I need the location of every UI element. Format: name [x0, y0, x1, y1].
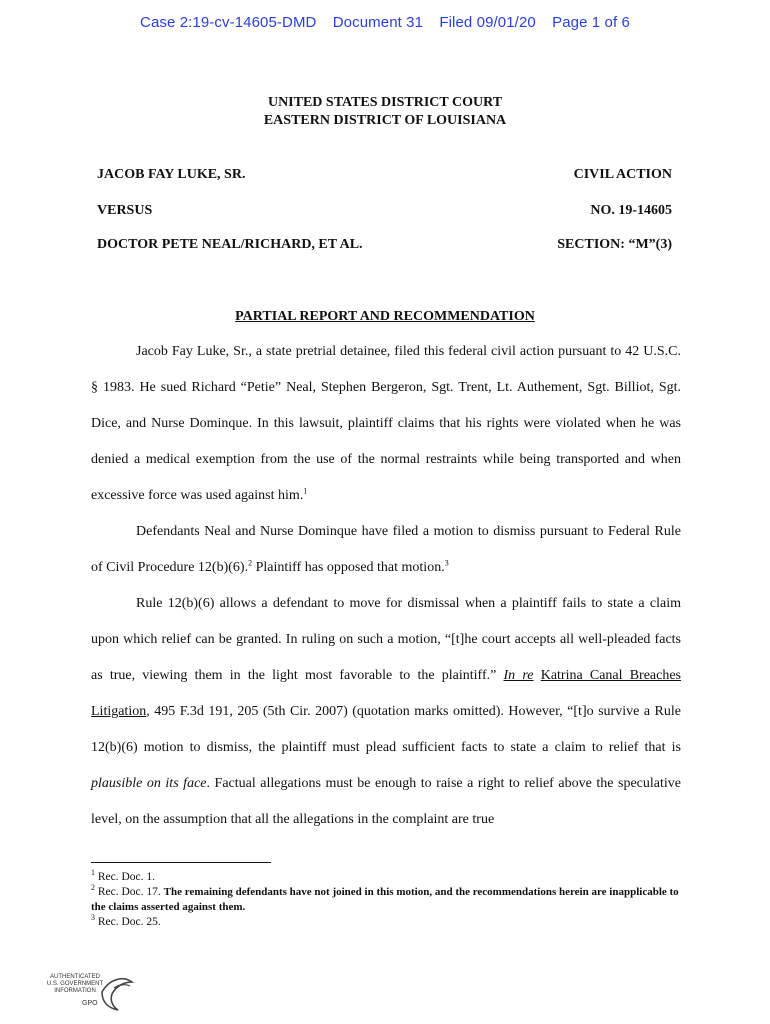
defendant-name: DOCTOR PETE NEAL/RICHARD, ET AL.: [97, 237, 363, 252]
versus-label: VERSUS: [97, 203, 153, 218]
eagle-icon: [96, 972, 136, 1012]
footnote-1: $^1$ Rec. Doc. 1.: [91, 868, 156, 883]
ecf-header-stamp: [0, 14, 770, 31]
footnote-ref-2: 2: [248, 558, 253, 568]
action-type: CIVIL ACTION: [573, 167, 672, 182]
case-cite-name: Katrina Canal Breaches Litigation: [91, 668, 682, 719]
docket-number: NO. 19-14605: [590, 203, 672, 218]
caption-row-1: [97, 167, 672, 183]
document-number: Document 31: [332, 14, 424, 31]
gpo-authentication-seal: [44, 972, 134, 1012]
footnote-divider: [91, 862, 271, 863]
page-indicator: Page 1 of 6: [552, 14, 630, 31]
footnotes: [91, 870, 681, 930]
court-heading: [0, 94, 770, 130]
gpo-seal-text: AUTHENTICATED U.S. GOVERNMENT INFORMATION: [46, 974, 104, 994]
caption-row-2: [97, 203, 672, 219]
gpo-mark: GPO: [82, 1000, 98, 1007]
footnote-2: $^2$ Rec. Doc. 17. The remaining defendants have not joined in this motion, and the recommendations herein are inapplicable to the claims asserted against them.: [91, 883, 679, 913]
footnote-ref-1: 1: [303, 486, 308, 496]
caption-row-3: [97, 237, 672, 253]
paragraph-2: Defendants Neal and Nurse Dominque have filed a motion to dismiss pursuant to Federal Rule of Civil Procedure 12(b)(6).$^2$ Plaintiff has opposed that motion.$^3$: [91, 524, 681, 575]
filed-date: Filed 09/01/20: [439, 14, 536, 31]
case-number: Case 2:19-cv-14605-DMD: [140, 14, 317, 31]
section-label: SECTION: “M”(3): [557, 237, 672, 252]
court-name: UNITED STATES DISTRICT COURT: [267, 95, 503, 110]
footnote-3: $^3$ Rec. Doc. 25.: [91, 913, 161, 928]
paragraph-3: Rule 12(b)(6) allows a defendant to move for dismissal when a plaintiff fails to state a claim upon which relief can be granted. In ruling on such a motion, “[t]he court accepts all well-pleaded facts as true, viewing them in the light most favorable to the plaintiff.” In re Katrina Canal Breaches Litigation, 495 F.3d 191, 205 (5th Cir. 2007) (quotation marks omitted). However, “[t]o survive a Rule 12(b)(6) motion to dismiss, the plaintiff must plead sufficient facts to state a claim to relief that is plausible on its face. Factual allegations must be enough to raise a right to relief above the speculative level, on the assumption that all the allegations in the complaint are true: [91, 596, 682, 827]
plaintiff-name: JACOB FAY LUKE, SR.: [97, 167, 246, 182]
case-cite-inre: In re: [503, 668, 534, 683]
paragraph-1: Jacob Fay Luke, Sr., a state pretrial detainee, filed this federal civil action pursuant to 42 U.S.C. § 1983. He sued Richard “Petie” Neal, Stephen Bergeron, Sgt. Trent, Lt. Authement, Sgt. Billiot, Sgt. Dice, and Nurse Dominque. In this lawsuit, plaintiff claims that his rights were violated when he was denied a medical exemption from the use of the normal restraints while being transported and when excessive force was used against him.$^1$: [91, 344, 681, 503]
plausible-emphasis: plausible on its face: [91, 776, 207, 791]
document-title: PARTIAL REPORT AND RECOMMENDATION: [235, 309, 535, 324]
district-name: EASTERN DISTRICT OF LOUISIANA: [263, 113, 507, 128]
footnote-ref-3: 3: [444, 558, 449, 568]
